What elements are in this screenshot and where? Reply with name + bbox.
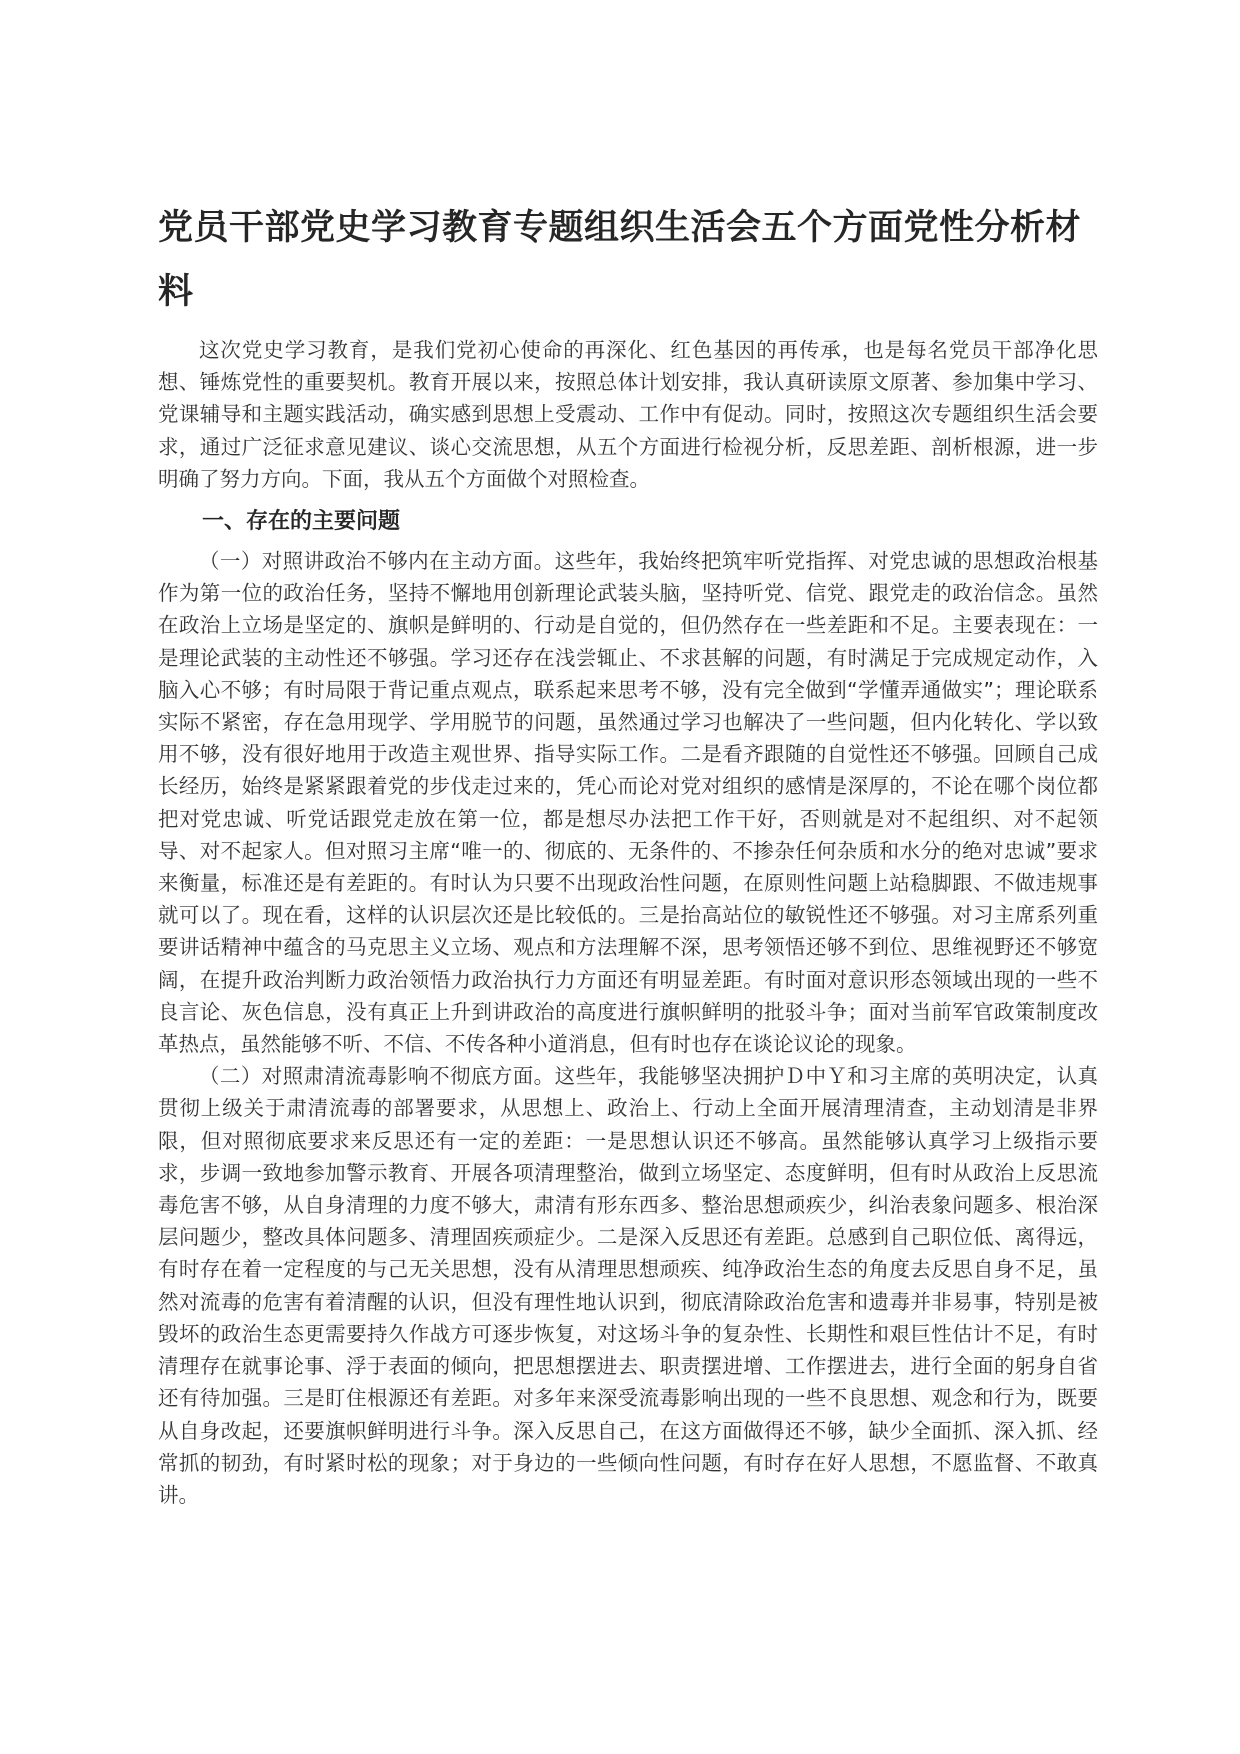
section-heading-main-problems: 一、存在的主要问题 (202, 509, 401, 535)
paragraph-political-awareness: （一）对照讲政治不够内在主动方面。这些年，我始终把筑牢听党指挥、对党忠诚的思想政治根基作为第一位的政治任务，坚持不懈地用创新理论武装头脑，坚持听党、信党、跟党走的政治信念。虽然在政治上立场是坚定的、旗帜是鲜明的、行动是自觉的，但仍然存在一些差距和不足。主要表现在：一是理论武装的主动性还不够强。学习还存在浅尝辄止、不求甚解的问题，有时满足于完成规定动作，入脑入心不够；有时局限于背记重点观点，联系起来思考不够，没有完全做到“学懂弄通做实”；理论联系实际不紧密，存在急用现学、学用脱节的问题，虽然通过学习也解决了一些问题，但内化转化、学以致用不够，没有很好地用于改造主观世界、指导实际工作。二是看齐跟随的自觉性还不够强。回顾自己成长经历，始终是紧紧跟着党的步伐走过来的，凭心而论对党对组织的感情是深厚的，不论在哪个岗位都把对党忠诚、听党话跟党走放在第一位，都是想尽办法把工作干好，否则就是对不起组织、对不起领导、对不起家人。但对照习主席“唯一的、彻底的、无条件的、不掺杂任何杂质和水分的绝对忠诚”要求来衡量，标准还是有差距的。有时认为只要不出现政治性问题，在原则性问题上站稳脚跟、不做违规事就可以了。现在看，这样的认识层次还是比较低的。三是抬高站位的敏锐性还不够强。对习主席系列重要讲话精神中蕴含的马克思主义立场、观点和方法理解不深，思考领悟还够不到位、思维视野还不够宽阔，在提升政治判断力政治领悟力政治执行力方面还有明显差距。有时面对意识形态领域出现的一些不良言论、灰色信息，没有真正上升到讲政治的高度进行旗帜鲜明的批驳斗争；面对当前军官政策制度改革热点，虽然能够不听、不信、不传各种小道消息，但有时也存在谈论议论的现象。 (158, 549, 1098, 1057)
paragraph-eliminating-influence: （二）对照肃清流毒影响不彻底方面。这些年，我能够坚决拥护Ｄ中Ｙ和习主席的英明决定，认真贯彻上级关于肃清流毒的部署要求，从思想上、政治上、行动上全面开展清理清查，主动划清是非界限，但对照彻底要求来反思还有一定的差距：一是思想认识还不够高。虽然能够认真学习上级指示要求，步调一致地参加警示教育、开展各项清理整治，做到立场坚定、态度鲜明，但有时从政治上反思流毒危害不够，从自身清理的力度不够大，肃清有形东西多、整治思想顽疾少，纠治表象问题多、根治深层问题少，整改具体问题多、清理固疾顽症少。二是深入反思还有差距。总感到自己职位低、离得远，有时存在着一定程度的与己无关思想，没有从清理思想顽疾、纯净政治生态的角度去反思自身不足，虽然对流毒的危害有着清醒的认识，但没有理性地认识到，彻底清除政治危害和遗毒并非易事，特别是被毁坏的政治生态更需要持久作战方可逐步恢复，对这场斗争的复杂性、长期性和艰巨性估计不足，有时清理存在就事论事、浮于表面的倾向，把思想摆进去、职责摆进增、工作摆进去，进行全面的躬身自省还有待加强。三是盯住根源还有差距。对多年来深受流毒影响出现的一些不良思想、观念和行为，既要从自身改起，还要旗帜鲜明进行斗争。深入反思自己，在这方面做得还不够，缺少全面抓、深入抓、经常抓的韧劲，有时紧时松的现象；对于身边的一些倾向性问题，有时存在好人思想，不愿监督、不敢真讲。 (158, 1064, 1098, 1507)
document-page (158, 196, 1098, 1511)
document-title: 党员干部党史学习教育专题组织生活会五个方面党性分析材料 (158, 208, 1082, 312)
intro-paragraph: 这次党史学习教育，是我们党初心使命的再深化、红色基因的再传承，也是每名党员干部净化思想、锤炼党性的重要契机。教育开展以来，按照总体计划安排，我认真研读原文原著、参加集中学习、党课辅导和主题实践活动，确实感到思想上受震动、工作中有促动。同时，按照这次专题组织生活会要求，通过广泛征求意见建议、谈心交流思想，从五个方面进行检视分析，反思差距、剖析根源，进一步明确了努力方向。下面，我从五个方面做个对照检查。 (158, 338, 1098, 491)
